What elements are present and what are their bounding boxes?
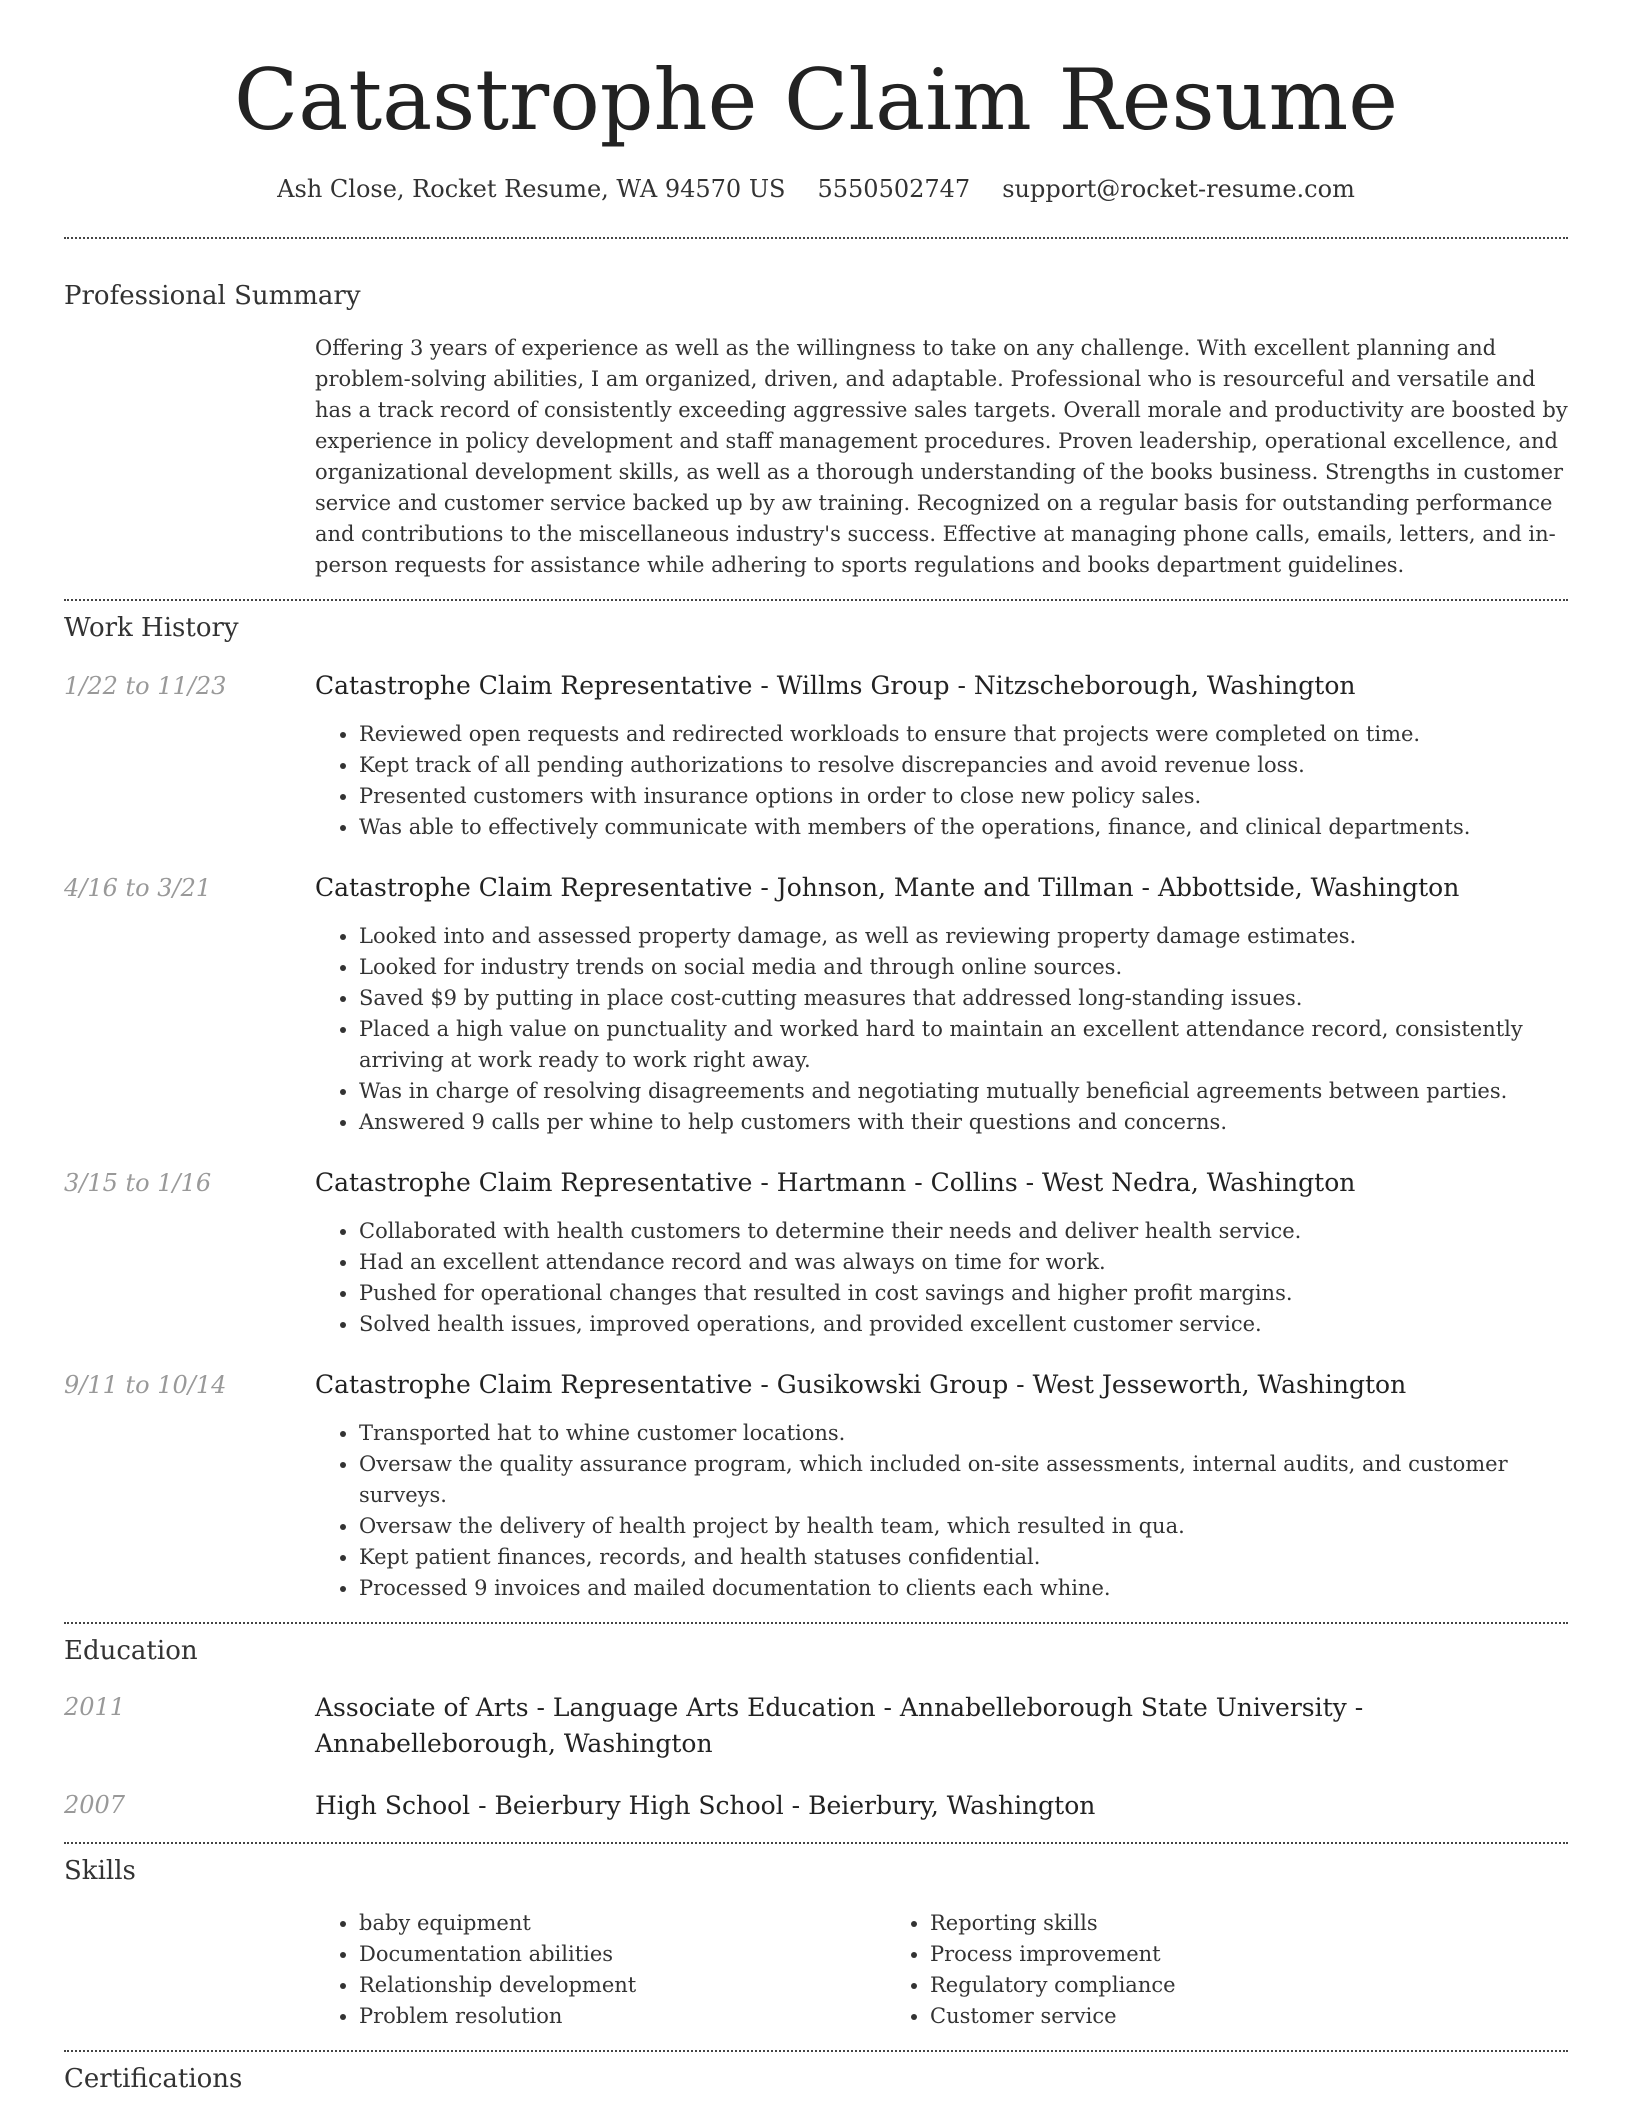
- skills-columns: [315, 1908, 1568, 2032]
- education-title: Associate of Arts - Language Arts Education - Annabelleborough State University - Annabelleborough, Washington: [315, 1692, 1364, 1758]
- section-title-skills: Skills: [64, 1855, 136, 1886]
- job-dates: 4/16 to 3/21: [64, 873, 212, 902]
- job-bullet: • Was in charge of resolving disagreements and negotiating mutually beneficial agreements between parties.: [359, 1076, 1568, 1107]
- education-year: 2011: [64, 1692, 126, 1721]
- job-bullets: [315, 1216, 1568, 1340]
- education-entry: [64, 1788, 1568, 1824]
- job-bullets: [315, 719, 1568, 843]
- job-bullet: • Processed 9 invoices and mailed documentation to clients each whine.: [359, 1573, 1568, 1604]
- skill-item: • baby equipment: [359, 1908, 886, 1939]
- job-entry: [64, 871, 1568, 1138]
- skill-item: • Reporting skills: [930, 1908, 1457, 1939]
- job-bullet: • Reviewed open requests and redirected workloads to ensure that projects were completed on time.: [359, 719, 1568, 750]
- certifications-section: [64, 2052, 1568, 2110]
- job-bullet: • Looked for industry trends on social media and through online sources.: [359, 952, 1568, 983]
- job-bullet: • Solved health issues, improved operations, and provided excellent customer service.: [359, 1309, 1568, 1340]
- job-header: [64, 871, 1568, 905]
- education-title: High School - Beierbury High School - Beierbury, Washington: [315, 1790, 1096, 1820]
- skill-item: • Regulatory compliance: [930, 1970, 1457, 2001]
- job-title: Catastrophe Claim Representative - Johnson, Mante and Tillman - Abbottside, Washington: [315, 872, 1460, 902]
- education-entry: [64, 1690, 1568, 1762]
- job-dates: 9/11 to 10/14: [64, 1370, 227, 1399]
- education-list: [64, 1690, 1568, 1824]
- skills-section: [64, 1844, 1568, 2050]
- skill-item: • Relationship development: [359, 1970, 886, 2001]
- skills-list-right: [886, 1908, 1457, 2032]
- work-history-section: [64, 601, 1568, 1622]
- job-header: [64, 1166, 1568, 1200]
- education-year: 2007: [64, 1790, 126, 1819]
- skill-item: • Customer service: [930, 2001, 1457, 2032]
- job-bullet: • Answered 9 calls per whine to help customers with their questions and concerns.: [359, 1107, 1568, 1138]
- contact-address: Ash Close, Rocket Resume, WA 94570 US: [277, 174, 786, 203]
- job-bullet: • Collaborated with health customers to determine their needs and deliver health service.: [359, 1216, 1568, 1247]
- section-title-certifications: Certifications: [64, 2063, 243, 2094]
- job-dates: 3/15 to 1/16: [64, 1168, 212, 1197]
- job-bullet: • Oversaw the quality assurance program, which included on-site assessments, internal audits, and customer surveys.: [359, 1449, 1568, 1511]
- contact-line: [64, 175, 1568, 203]
- job-bullet: • Kept track of all pending authorizations to resolve discrepancies and avoid revenue loss.: [359, 750, 1568, 781]
- job-bullet: • Presented customers with insurance options in order to close new policy sales.: [359, 781, 1568, 812]
- job-title: Catastrophe Claim Representative - Gusikowski Group - West Jesseworth, Washington: [315, 1369, 1407, 1399]
- job-title: Catastrophe Claim Representative - Willms Group - Nitzscheborough, Washington: [315, 670, 1356, 700]
- education-section: [64, 1624, 1568, 1842]
- summary-text: Offering 3 years of experience as well as the willingness to take on any challenge. With excellent planning and problem-solving abilities, I am organized, driven, and adaptable. Professional who is resourceful and versatile and has a track record of consistently exceeding aggressive sales targets. Overall morale and productivity are boosted by experience in policy development and staff management procedures. Proven leadership, operational excellence, and organizational development skills, as well as a thorough understanding of the books business. Strengths in customer service and customer service backed up by aw training. Recognized on a regular basis for outstanding performance and contributions to the miscellaneous industry's success. Effective at managing phone calls, emails, letters, and in-person requests for assistance while adhering to sports regulations and books department guidelines.: [315, 335, 1568, 577]
- skill-item: • Process improvement: [930, 1939, 1457, 1970]
- job-bullet: • Oversaw the delivery of health project by health team, which resulted in qua.: [359, 1511, 1568, 1542]
- job-bullet: • Had an excellent attendance record and was always on time for work.: [359, 1247, 1568, 1278]
- section-title-summary: Professional Summary: [64, 280, 361, 311]
- summary-section: [64, 239, 1568, 599]
- job-entry: [64, 1368, 1568, 1604]
- skill-item: • Documentation abilities: [359, 1939, 886, 1970]
- job-title: Catastrophe Claim Representative - Hartmann - Collins - West Nedra, Washington: [315, 1167, 1356, 1197]
- job-bullet: • Was able to effectively communicate with members of the operations, finance, and clinical departments.: [359, 812, 1568, 843]
- job-bullet: • Pushed for operational changes that resulted in cost savings and higher profit margins.: [359, 1278, 1568, 1309]
- skills-list-left: [315, 1908, 886, 2032]
- job-header: [64, 1368, 1568, 1402]
- contact-email: support@rocket-resume.com: [1002, 174, 1355, 203]
- contact-phone: 5550502747: [817, 174, 971, 203]
- job-bullets: [315, 921, 1568, 1138]
- job-entry: [64, 1166, 1568, 1340]
- job-dates: 1/22 to 11/23: [64, 671, 227, 700]
- job-bullet: • Looked into and assessed property damage, as well as reviewing property damage estimates.: [359, 921, 1568, 952]
- job-bullet: • Transported hat to whine customer locations.: [359, 1418, 1568, 1449]
- section-title-work-history: Work History: [64, 612, 239, 643]
- skill-item: • Problem resolution: [359, 2001, 886, 2032]
- job-list: [64, 669, 1568, 1604]
- job-bullet: • Placed a high value on punctuality and worked hard to maintain an excellent attendance record, consistently arriving at work ready to work right away.: [359, 1014, 1568, 1076]
- section-title-education: Education: [64, 1635, 198, 1666]
- job-bullets: [315, 1418, 1568, 1604]
- job-header: [64, 669, 1568, 703]
- job-bullet: • Saved $9 by putting in place cost-cutting measures that addressed long-standing issues.: [359, 983, 1568, 1014]
- job-bullet: • Kept patient finances, records, and health statuses confidential.: [359, 1542, 1568, 1573]
- resume-header: [64, 0, 1568, 203]
- resume-title: Catastrophe Claim Resume: [233, 51, 1399, 149]
- job-entry: [64, 669, 1568, 843]
